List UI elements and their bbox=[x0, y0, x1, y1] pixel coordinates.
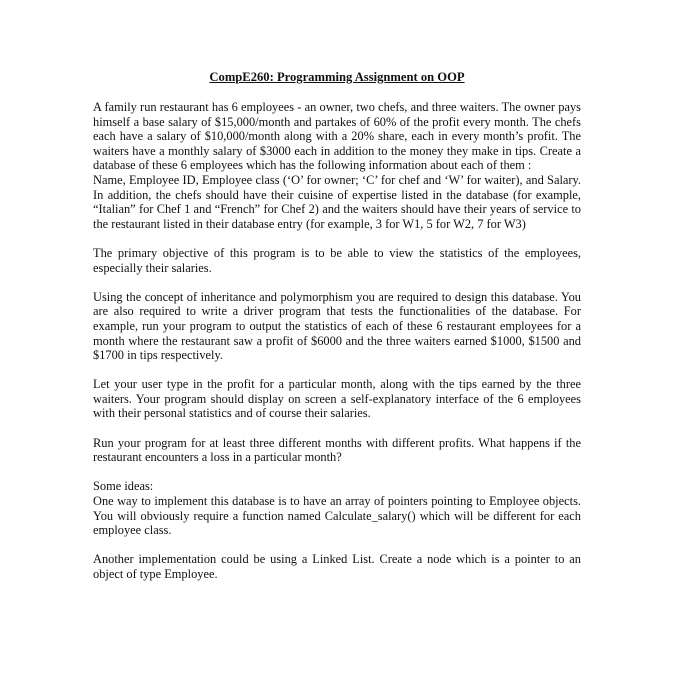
paragraph-linked-list-idea: Another implementation could be using a Linked List. Create a node which is a pointer to an object of type Employee. bbox=[93, 552, 581, 581]
paragraph-inheritance: Using the concept of inheritance and polymorphism you are required to design this database. You are also required to write a driver program that tests the functionalities of the database. For example, run your program to output the statistics of each of these 6 restaurant employees for a month where the restaurant saw a profit of $6000 and the three waiters earned $1000, $1500 and $1700 in tips respectively. bbox=[93, 289, 581, 363]
paragraph-some-ideas-heading: Some ideas: bbox=[93, 479, 154, 494]
paragraph-objective: The primary objective of this program is to be able to view the statistics of the employees, especially their salaries. bbox=[93, 245, 581, 275]
paragraph-array-idea: One way to implement this database is to have an array of pointers pointing to Employee objects. You will obviously require a function named Calculate_salary() which will be different for each employee class. bbox=[93, 494, 581, 538]
paragraph-user-input: Let your user type in the profit for a particular month, along with the tips earned by the three waiters. Your program should display on screen a self-explanatory interface of the 6 employees with their personal statistics and of course their salaries. bbox=[93, 377, 581, 421]
paragraph-fields: Name, Employee ID, Employee class (‘O’ for owner; ‘C’ for chef and ‘W’ for waiter), and Salary. In addition, the chefs should have their cuisine of expertise listed in the database (for example, “Italian” for Chef 1 and “French” for Chef 2) and the waiters should have their years of service to the restaurant listed in their database entry (for example, 3 for W1, 5 for W2, 7 for W3) bbox=[93, 172, 581, 231]
paragraph-run-months: Run your program for at least three different months with different profits. What happens if the restaurant encounters a loss in a particular month? bbox=[93, 435, 581, 465]
document-page bbox=[93, 70, 581, 582]
document-title: CompE260: Programming Assignment on OOP bbox=[209, 70, 465, 84]
paragraph-intro: A family run restaurant has 6 employees - an owner, two chefs, and three waiters. The owner pays himself a base salary of $15,000/month and partakes of 60% of the profit every month. The chefs each have a salary of $10,000/month along with a 20% share, each in every month’s profit. The waiters have a monthly salary of $3000 each in addition to the money they make in tips. Create a database of these 6 employees which has the following information about each of them : bbox=[93, 100, 581, 173]
